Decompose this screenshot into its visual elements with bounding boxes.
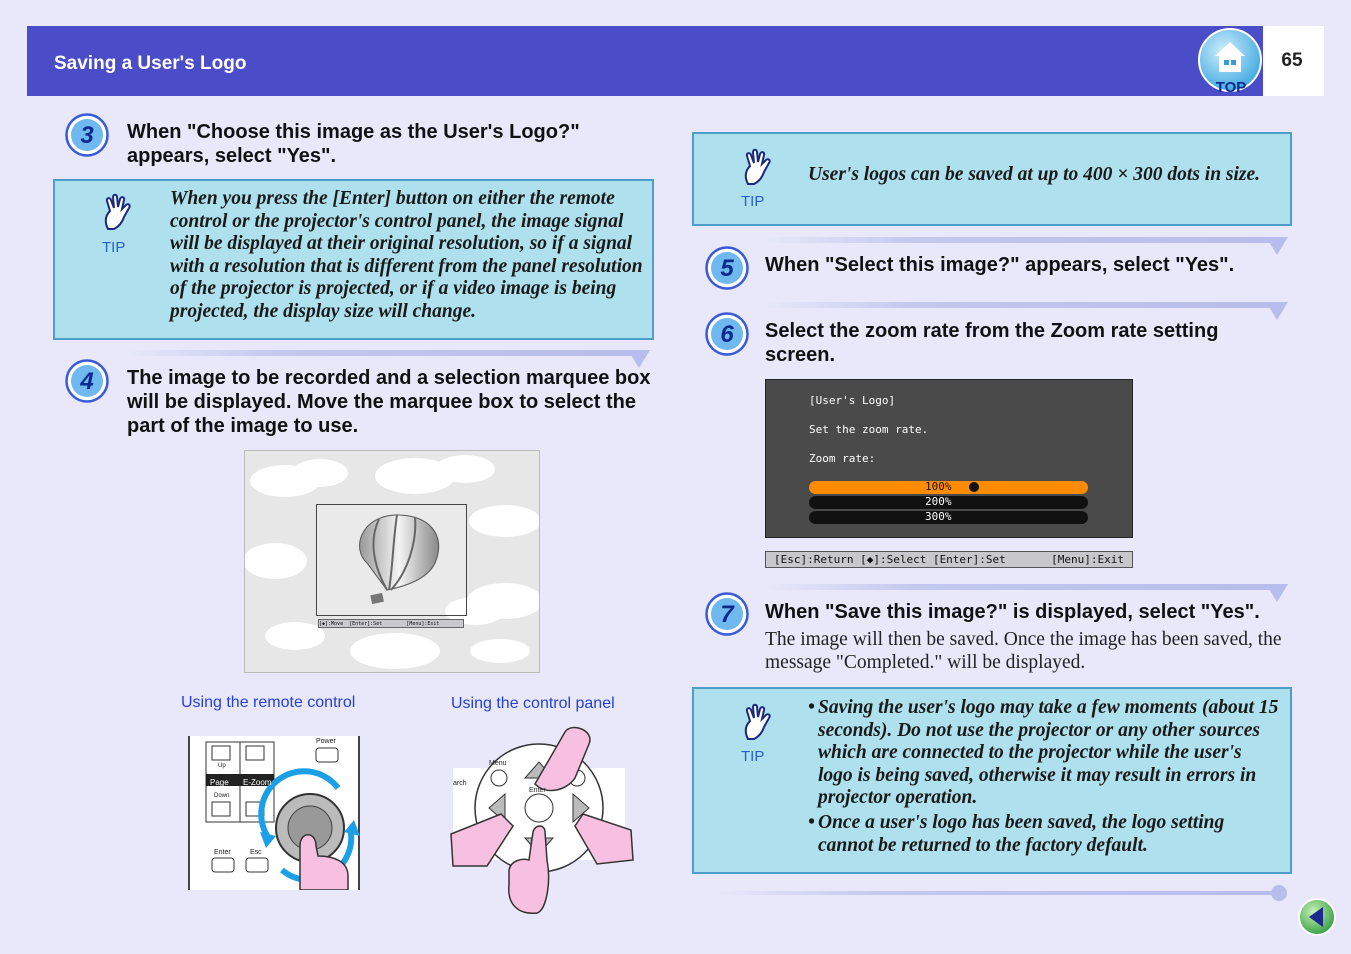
- caption-panel: Using the control panel: [451, 695, 615, 712]
- menu-line-1: Set the zoom rate.: [809, 423, 929, 436]
- mini-status-bar: [◆]:Move [Enter]:Set [Menu]:Exit: [318, 619, 464, 628]
- tip-1-text: When you press the [Enter] button on either the remote control or the projector's control panel, the image signal will be displayed at their original resolution, so if a signal with a resolution that is different from the panel resolution of the projector is projected, or if a video image is being projected, the display size will change.: [170, 188, 643, 322]
- step-6-text: Select the zoom rate from the Zoom rate setting screen.: [765, 320, 1219, 366]
- menu-title: [User's Logo]: [809, 394, 896, 407]
- control-panel-illustration: [447, 720, 637, 915]
- balloon-image: [317, 505, 465, 614]
- tip-3-item-2: Once a user's logo has been saved, the logo setting cannot be returned to the factory default.: [818, 812, 1225, 856]
- selection-marquee[interactable]: [316, 504, 467, 616]
- status-right: [Menu]:Exit: [1051, 553, 1124, 566]
- menu-line-2: Zoom rate:: [809, 452, 876, 465]
- top-label: TOP: [1215, 79, 1247, 96]
- panel-search-label: arch: [453, 780, 467, 787]
- zoom-option-label: 100%: [925, 480, 952, 493]
- back-button[interactable]: [1297, 897, 1337, 937]
- step-4-text: The image to be recorded and a selection marquee box will be displayed. Move the marquee box to select the part of the image to use.: [127, 367, 651, 437]
- tip-hand-icon: [100, 193, 136, 233]
- zoom-option-100[interactable]: [809, 481, 1088, 494]
- remote-control-illustration: [188, 736, 360, 890]
- remote-enter-label: Enter: [214, 849, 231, 856]
- zoom-option-200[interactable]: [809, 496, 1088, 509]
- zoom-option-300[interactable]: [809, 511, 1088, 524]
- step-7-badge: [705, 592, 749, 636]
- enter-icon: [969, 482, 979, 492]
- tip-2-text: User's logos can be saved at up to 400 × 300 dots in size.: [808, 164, 1261, 185]
- step-5-badge: [705, 246, 749, 290]
- step-5-divider: [765, 237, 1270, 243]
- page-number: 65: [1281, 50, 1303, 71]
- remote-up-label: Up: [218, 763, 226, 769]
- remote-buttons: [188, 736, 360, 890]
- svg-text:7: 7: [720, 601, 734, 628]
- tip-hand-icon: [740, 148, 776, 188]
- step-5-text: When "Select this image?" appears, select "Yes".: [765, 254, 1235, 276]
- remote-power-label: Power: [316, 738, 336, 745]
- svg-text:4: 4: [80, 368, 94, 395]
- end-dot: [1270, 884, 1288, 902]
- bullet: •: [808, 697, 815, 718]
- zoom-rate-menu: [765, 379, 1133, 538]
- zoom-option-label: 300%: [925, 510, 952, 523]
- tip-hand-icon: [740, 703, 776, 743]
- status-left: [Esc]:Return [◆]:Select [Enter]:Set: [774, 553, 1006, 566]
- back-arrow-icon: [1297, 897, 1337, 937]
- panel-enter-label: Enter: [529, 787, 546, 794]
- remote-esc-label: Esc: [250, 849, 262, 856]
- caption-remote: Using the remote control: [181, 694, 356, 711]
- step-3-badge: [65, 113, 109, 157]
- svg-text:6: 6: [720, 321, 734, 348]
- panel-menu-label: Menu: [489, 760, 507, 767]
- step-4-badge: [65, 359, 109, 403]
- tip-label: TIP: [102, 239, 126, 256]
- end-divider: [716, 891, 1274, 895]
- svg-text:3: 3: [80, 122, 94, 149]
- remote-down-label: Down: [214, 793, 230, 799]
- divider-arrow: [1266, 302, 1288, 320]
- tip-label: TIP: [741, 193, 765, 210]
- step-7-body: The image will then be saved. Once the image has been saved, the message "Completed." will be displayed.: [765, 629, 1282, 673]
- step-3-text: When "Choose this image as the User's Logo?" appears, select "Yes".: [127, 121, 580, 167]
- panel-buttons: [447, 720, 637, 915]
- tip-3-item-1: Saving the user's logo may take a few moments (about 15 seconds). Do not use the projector or any other sources which are connected to the projector while the user's logo is being saved, otherwise it may result in errors in projector operation.: [818, 697, 1279, 808]
- step-7-text: When "Save this image?" is displayed, select "Yes".: [765, 601, 1260, 623]
- step-6-divider: [765, 302, 1270, 308]
- step-6-badge: [705, 312, 749, 356]
- remote-ezoom-label: E-Zoom: [243, 778, 272, 787]
- bullet: •: [808, 812, 815, 833]
- svg-text:5: 5: [720, 255, 734, 282]
- step-7-divider: [765, 584, 1270, 590]
- remote-page-label: Page: [210, 778, 229, 787]
- zoom-option-label: 200%: [925, 495, 952, 508]
- tip-label: TIP: [741, 748, 765, 765]
- menu-status-bar: [765, 551, 1133, 568]
- step-4-divider: [127, 350, 633, 356]
- page-title: Saving a User's Logo: [54, 53, 247, 74]
